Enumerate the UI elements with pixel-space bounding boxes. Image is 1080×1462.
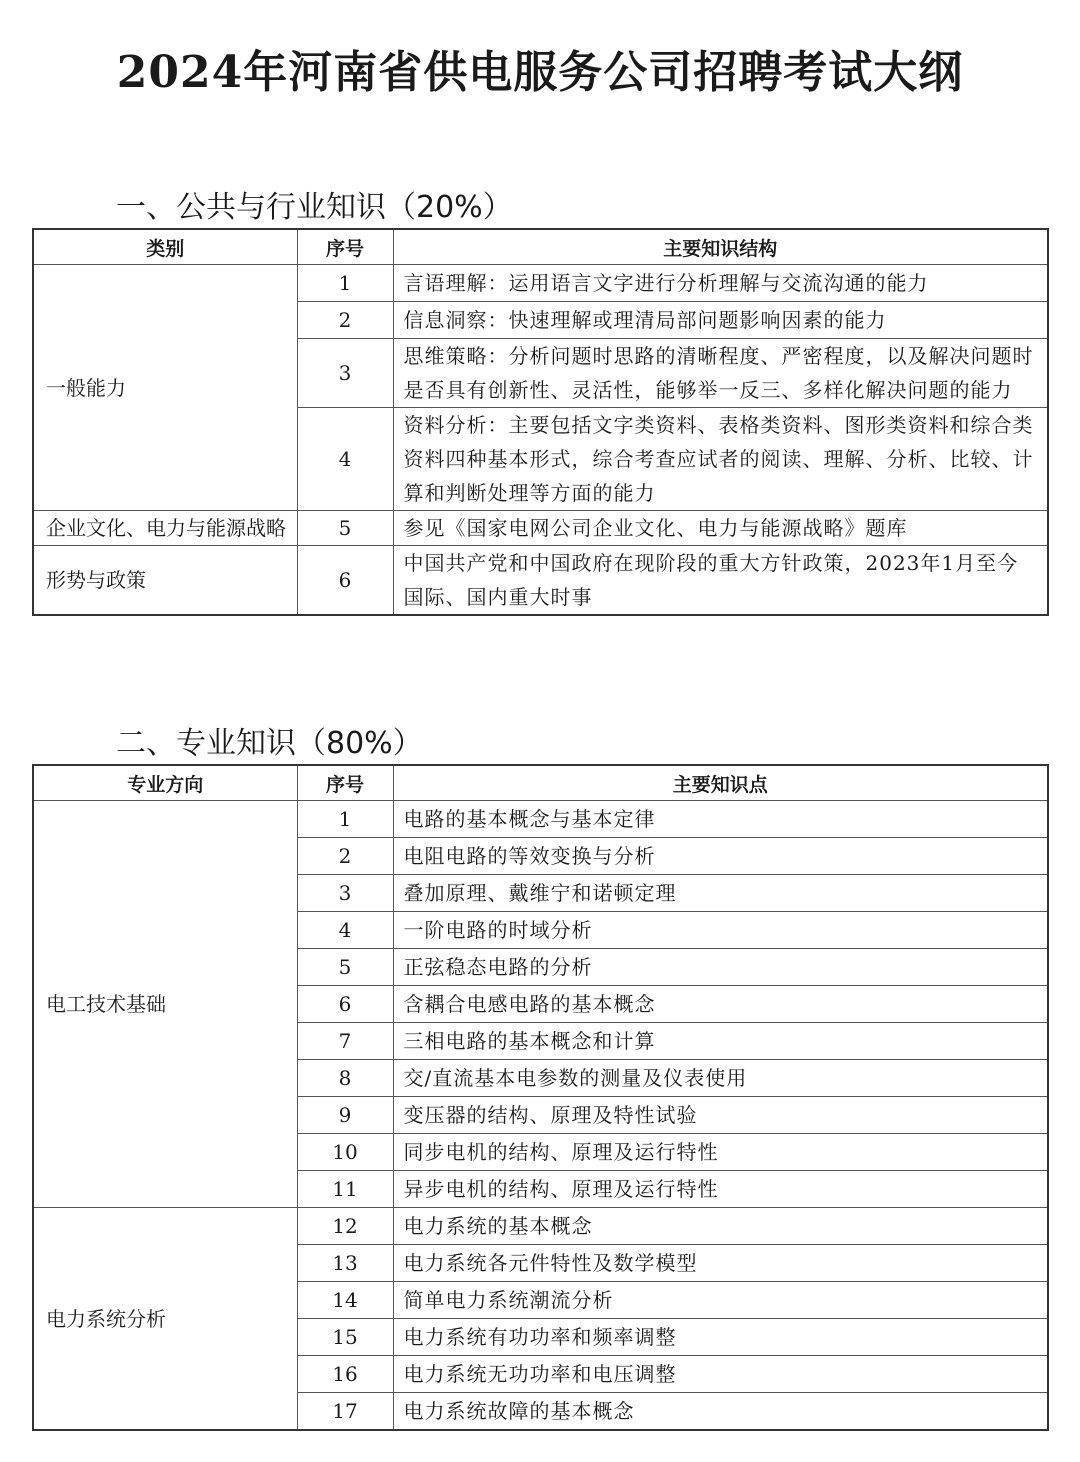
content-cell: 电力系统的基本概念 <box>393 1208 1048 1245</box>
content-cell: 电力系统有功功率和频率调整 <box>393 1319 1048 1356</box>
number-cell: 5 <box>297 511 393 546</box>
category-cell: 形势与政策 <box>33 546 297 616</box>
number-cell: 6 <box>297 986 393 1023</box>
document-title: 2024年河南省供电服务公司招聘考试大纲 <box>116 47 964 98</box>
content-cell: 电力系统故障的基本概念 <box>393 1393 1048 1431</box>
number-cell: 11 <box>297 1171 393 1208</box>
header-category: 专业方向 <box>33 765 297 801</box>
number-cell: 15 <box>297 1319 393 1356</box>
header-category: 类别 <box>33 229 297 265</box>
table-header-row <box>33 229 1048 265</box>
category-cell: 电工技术基础 <box>33 801 297 1208</box>
category-cell: 一般能力 <box>33 265 297 511</box>
number-cell: 7 <box>297 1023 393 1060</box>
number-cell: 1 <box>297 265 393 302</box>
number-cell: 2 <box>297 838 393 875</box>
number-cell: 5 <box>297 949 393 986</box>
content-cell: 简单电力系统潮流分析 <box>393 1282 1048 1319</box>
public-knowledge-table <box>32 228 1049 616</box>
number-cell: 3 <box>297 875 393 912</box>
content-cell: 同步电机的结构、原理及运行特性 <box>393 1134 1048 1171</box>
header-content: 主要知识结构 <box>393 229 1048 265</box>
number-cell: 1 <box>297 801 393 838</box>
content-cell: 叠加原理、戴维宁和诺顿定理 <box>393 875 1048 912</box>
content-cell: 思维策略：分析问题时思路的清晰程度、严密程度，以及解决问题时是否具有创新性、灵活性，能够举一反三、多样化解决问题的能力 <box>393 339 1048 408</box>
professional-knowledge-table <box>32 764 1049 1431</box>
header-content: 主要知识点 <box>393 765 1048 801</box>
content-cell: 交/直流基本电参数的测量及仪表使用 <box>393 1060 1048 1097</box>
header-number: 序号 <box>297 765 393 801</box>
number-cell: 4 <box>297 408 393 511</box>
table-header-row <box>33 765 1048 801</box>
table-row <box>33 511 1048 546</box>
header-number: 序号 <box>297 229 393 265</box>
content-cell: 中国共产党和中国政府在现阶段的重大方针政策，2023年1月至今国际、国内重大时事 <box>393 546 1048 616</box>
content-cell: 一阶电路的时域分析 <box>393 912 1048 949</box>
content-cell: 电阻电路的等效变换与分析 <box>393 838 1048 875</box>
number-cell: 10 <box>297 1134 393 1171</box>
number-cell: 12 <box>297 1208 393 1245</box>
number-cell: 9 <box>297 1097 393 1134</box>
section1-heading: 一、公共与行业知识（20%） <box>116 190 513 225</box>
content-cell: 信息洞察：快速理解或理清局部问题影响因素的能力 <box>393 302 1048 339</box>
number-cell: 6 <box>297 546 393 616</box>
content-cell: 电力系统无功功率和电压调整 <box>393 1356 1048 1393</box>
number-cell: 17 <box>297 1393 393 1431</box>
number-cell: 3 <box>297 339 393 408</box>
category-cell: 电力系统分析 <box>33 1208 297 1431</box>
category-cell: 企业文化、电力与能源战略 <box>33 511 297 546</box>
content-cell: 异步电机的结构、原理及运行特性 <box>393 1171 1048 1208</box>
table-row <box>33 1208 1048 1245</box>
table-row <box>33 801 1048 838</box>
content-cell: 资料分析：主要包括文字类资料、表格类资料、图形类资料和综合类资料四种基本形式，综合考查应试者的阅读、理解、分析、比较、计算和判断处理等方面的能力 <box>393 408 1048 511</box>
content-cell: 电力系统各元件特性及数学模型 <box>393 1245 1048 1282</box>
number-cell: 4 <box>297 912 393 949</box>
number-cell: 2 <box>297 302 393 339</box>
table-row <box>33 265 1048 302</box>
section2-heading: 二、专业知识（80%） <box>116 726 423 761</box>
content-cell: 电路的基本概念与基本定律 <box>393 801 1048 838</box>
number-cell: 14 <box>297 1282 393 1319</box>
content-cell: 含耦合电感电路的基本概念 <box>393 986 1048 1023</box>
number-cell: 13 <box>297 1245 393 1282</box>
content-cell: 正弦稳态电路的分析 <box>393 949 1048 986</box>
content-cell: 言语理解：运用语言文字进行分析理解与交流沟通的能力 <box>393 265 1048 302</box>
content-cell: 参见《国家电网公司企业文化、电力与能源战略》题库 <box>393 511 1048 546</box>
number-cell: 8 <box>297 1060 393 1097</box>
content-cell: 变压器的结构、原理及特性试验 <box>393 1097 1048 1134</box>
number-cell: 16 <box>297 1356 393 1393</box>
table-row <box>33 546 1048 616</box>
content-cell: 三相电路的基本概念和计算 <box>393 1023 1048 1060</box>
